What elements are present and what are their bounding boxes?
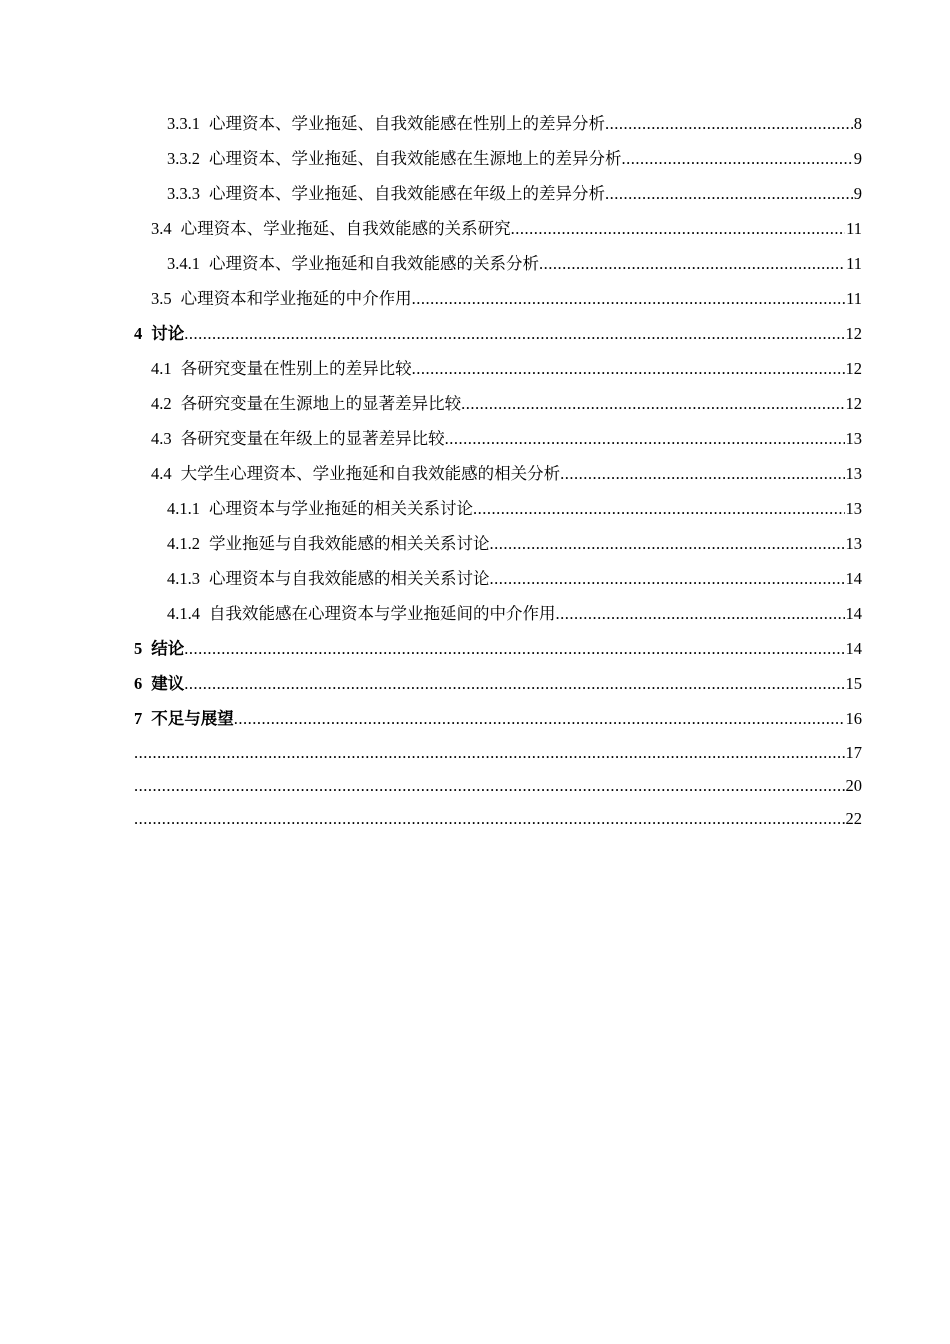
toc-entry-3-3-1[interactable]	[134, 106, 862, 141]
toc-leader	[556, 596, 845, 631]
toc-number: 3.3.1	[167, 114, 200, 133]
toc-page-number: 13	[845, 534, 862, 553]
toc-number: 4.1.3	[167, 569, 200, 588]
toc-page-number: 11	[846, 219, 862, 238]
toc-entry-4-1-4[interactable]	[134, 596, 862, 631]
toc-page-number: 9	[853, 149, 862, 168]
toc-number: 3.4.1	[167, 254, 200, 273]
toc-page-number: 17	[845, 743, 862, 762]
toc-leader	[134, 736, 845, 769]
toc-title: 心理资本与自我效能感的相关关系讨论	[209, 569, 490, 588]
toc-leader	[412, 351, 845, 386]
toc-entry-4-1[interactable]	[134, 351, 862, 386]
toc-page-number: 14	[845, 569, 862, 588]
toc-number: 5	[134, 639, 143, 658]
toc-number: 4	[134, 324, 143, 343]
toc-leader	[184, 666, 844, 701]
toc-number: 7	[134, 709, 143, 728]
toc-entry-4-2[interactable]	[134, 386, 862, 421]
toc-title: 结论	[151, 639, 185, 658]
toc-title: 心理资本和学业拖延的中介作用	[180, 289, 412, 308]
toc-number: 4.3	[151, 429, 172, 448]
toc-title: 心理资本、学业拖延、自我效能感在年级上的差异分析	[209, 184, 605, 203]
toc-number: 4.2	[151, 394, 172, 413]
toc-page-number: 16	[845, 709, 862, 728]
toc-page-number: 13	[845, 429, 862, 448]
toc-title: 心理资本、学业拖延、自我效能感在生源地上的差异分析	[209, 149, 622, 168]
toc-leader	[511, 211, 845, 246]
toc-title: 心理资本、学业拖延、自我效能感在性别上的差异分析	[209, 114, 605, 133]
toc-page-number: 13	[845, 464, 862, 483]
toc-number: 3.3.2	[167, 149, 200, 168]
toc-title: 不足与展望	[151, 709, 234, 728]
toc-number: 4.1.4	[167, 604, 200, 623]
toc-leader	[445, 421, 845, 456]
toc-entry-7[interactable]	[134, 701, 862, 736]
toc-entry-untitled[interactable]	[134, 802, 862, 835]
toc-title: 心理资本与学业拖延的相关关系讨论	[209, 499, 473, 518]
toc-leader	[622, 141, 853, 176]
toc-number: 4.1	[151, 359, 172, 378]
toc-leader	[605, 176, 853, 211]
toc-entry-3-3-2[interactable]	[134, 141, 862, 176]
toc-leader	[134, 802, 845, 835]
toc-entry-3-5[interactable]	[134, 281, 862, 316]
toc-number: 4.1.1	[167, 499, 200, 518]
toc-entry-4-1-1[interactable]	[134, 491, 862, 526]
toc-number: 6	[134, 674, 143, 693]
toc-page-number: 11	[846, 254, 862, 273]
toc-page-number: 12	[845, 394, 862, 413]
toc-entry-4-1-3[interactable]	[134, 561, 862, 596]
toc-leader	[605, 106, 853, 141]
toc-title: 各研究变量在年级上的显著差异比较	[180, 429, 445, 448]
toc-page-number: 20	[845, 776, 862, 795]
toc-number: 4.1.2	[167, 534, 200, 553]
toc-page-number: 13	[845, 499, 862, 518]
toc-leader	[560, 456, 844, 491]
toc-entry-4-1-2[interactable]	[134, 526, 862, 561]
table-of-contents	[134, 106, 862, 835]
toc-title: 学业拖延与自我效能感的相关关系讨论	[209, 534, 490, 553]
toc-title: 心理资本、学业拖延和自我效能感的关系分析	[209, 254, 539, 273]
toc-page-number: 12	[845, 359, 862, 378]
toc-entry-untitled[interactable]	[134, 769, 862, 802]
toc-leader	[234, 701, 845, 736]
toc-entry-untitled[interactable]	[134, 736, 862, 769]
toc-page-number: 12	[845, 324, 862, 343]
toc-entry-3-4[interactable]	[134, 211, 862, 246]
toc-entry-5[interactable]	[134, 631, 862, 666]
toc-leader	[473, 491, 845, 526]
toc-leader	[461, 386, 844, 421]
toc-number: 3.3.3	[167, 184, 200, 203]
toc-title: 大学生心理资本、学业拖延和自我效能感的相关分析	[180, 464, 561, 483]
toc-entry-4[interactable]	[134, 316, 862, 351]
toc-page-number: 22	[845, 809, 862, 828]
toc-title: 心理资本、学业拖延、自我效能感的关系研究	[180, 219, 511, 238]
toc-title: 各研究变量在生源地上的显著差异比较	[180, 394, 462, 413]
toc-page-number: 9	[853, 184, 862, 203]
toc-entry-3-4-1[interactable]	[134, 246, 862, 281]
toc-leader	[184, 631, 844, 666]
toc-page-number: 8	[853, 114, 862, 133]
toc-number: 4.4	[151, 464, 172, 483]
toc-leader	[184, 316, 844, 351]
toc-entry-6[interactable]	[134, 666, 862, 701]
toc-title: 各研究变量在性别上的差异比较	[180, 359, 412, 378]
toc-entry-4-4[interactable]	[134, 456, 862, 491]
toc-entry-4-3[interactable]	[134, 421, 862, 456]
toc-number: 3.4	[151, 219, 172, 238]
toc-page-number: 15	[845, 674, 862, 693]
toc-title: 建议	[151, 674, 185, 693]
toc-number: 3.5	[151, 289, 172, 308]
toc-leader	[490, 561, 845, 596]
toc-page-number: 14	[845, 639, 862, 658]
toc-page-number: 11	[846, 289, 862, 308]
toc-page-number: 14	[845, 604, 862, 623]
toc-leader	[539, 246, 845, 281]
toc-leader	[490, 526, 845, 561]
toc-leader	[412, 281, 845, 316]
toc-entry-3-3-3[interactable]	[134, 176, 862, 211]
toc-title: 讨论	[151, 324, 185, 343]
toc-title: 自我效能感在心理资本与学业拖延间的中介作用	[209, 604, 556, 623]
toc-leader	[134, 769, 845, 802]
